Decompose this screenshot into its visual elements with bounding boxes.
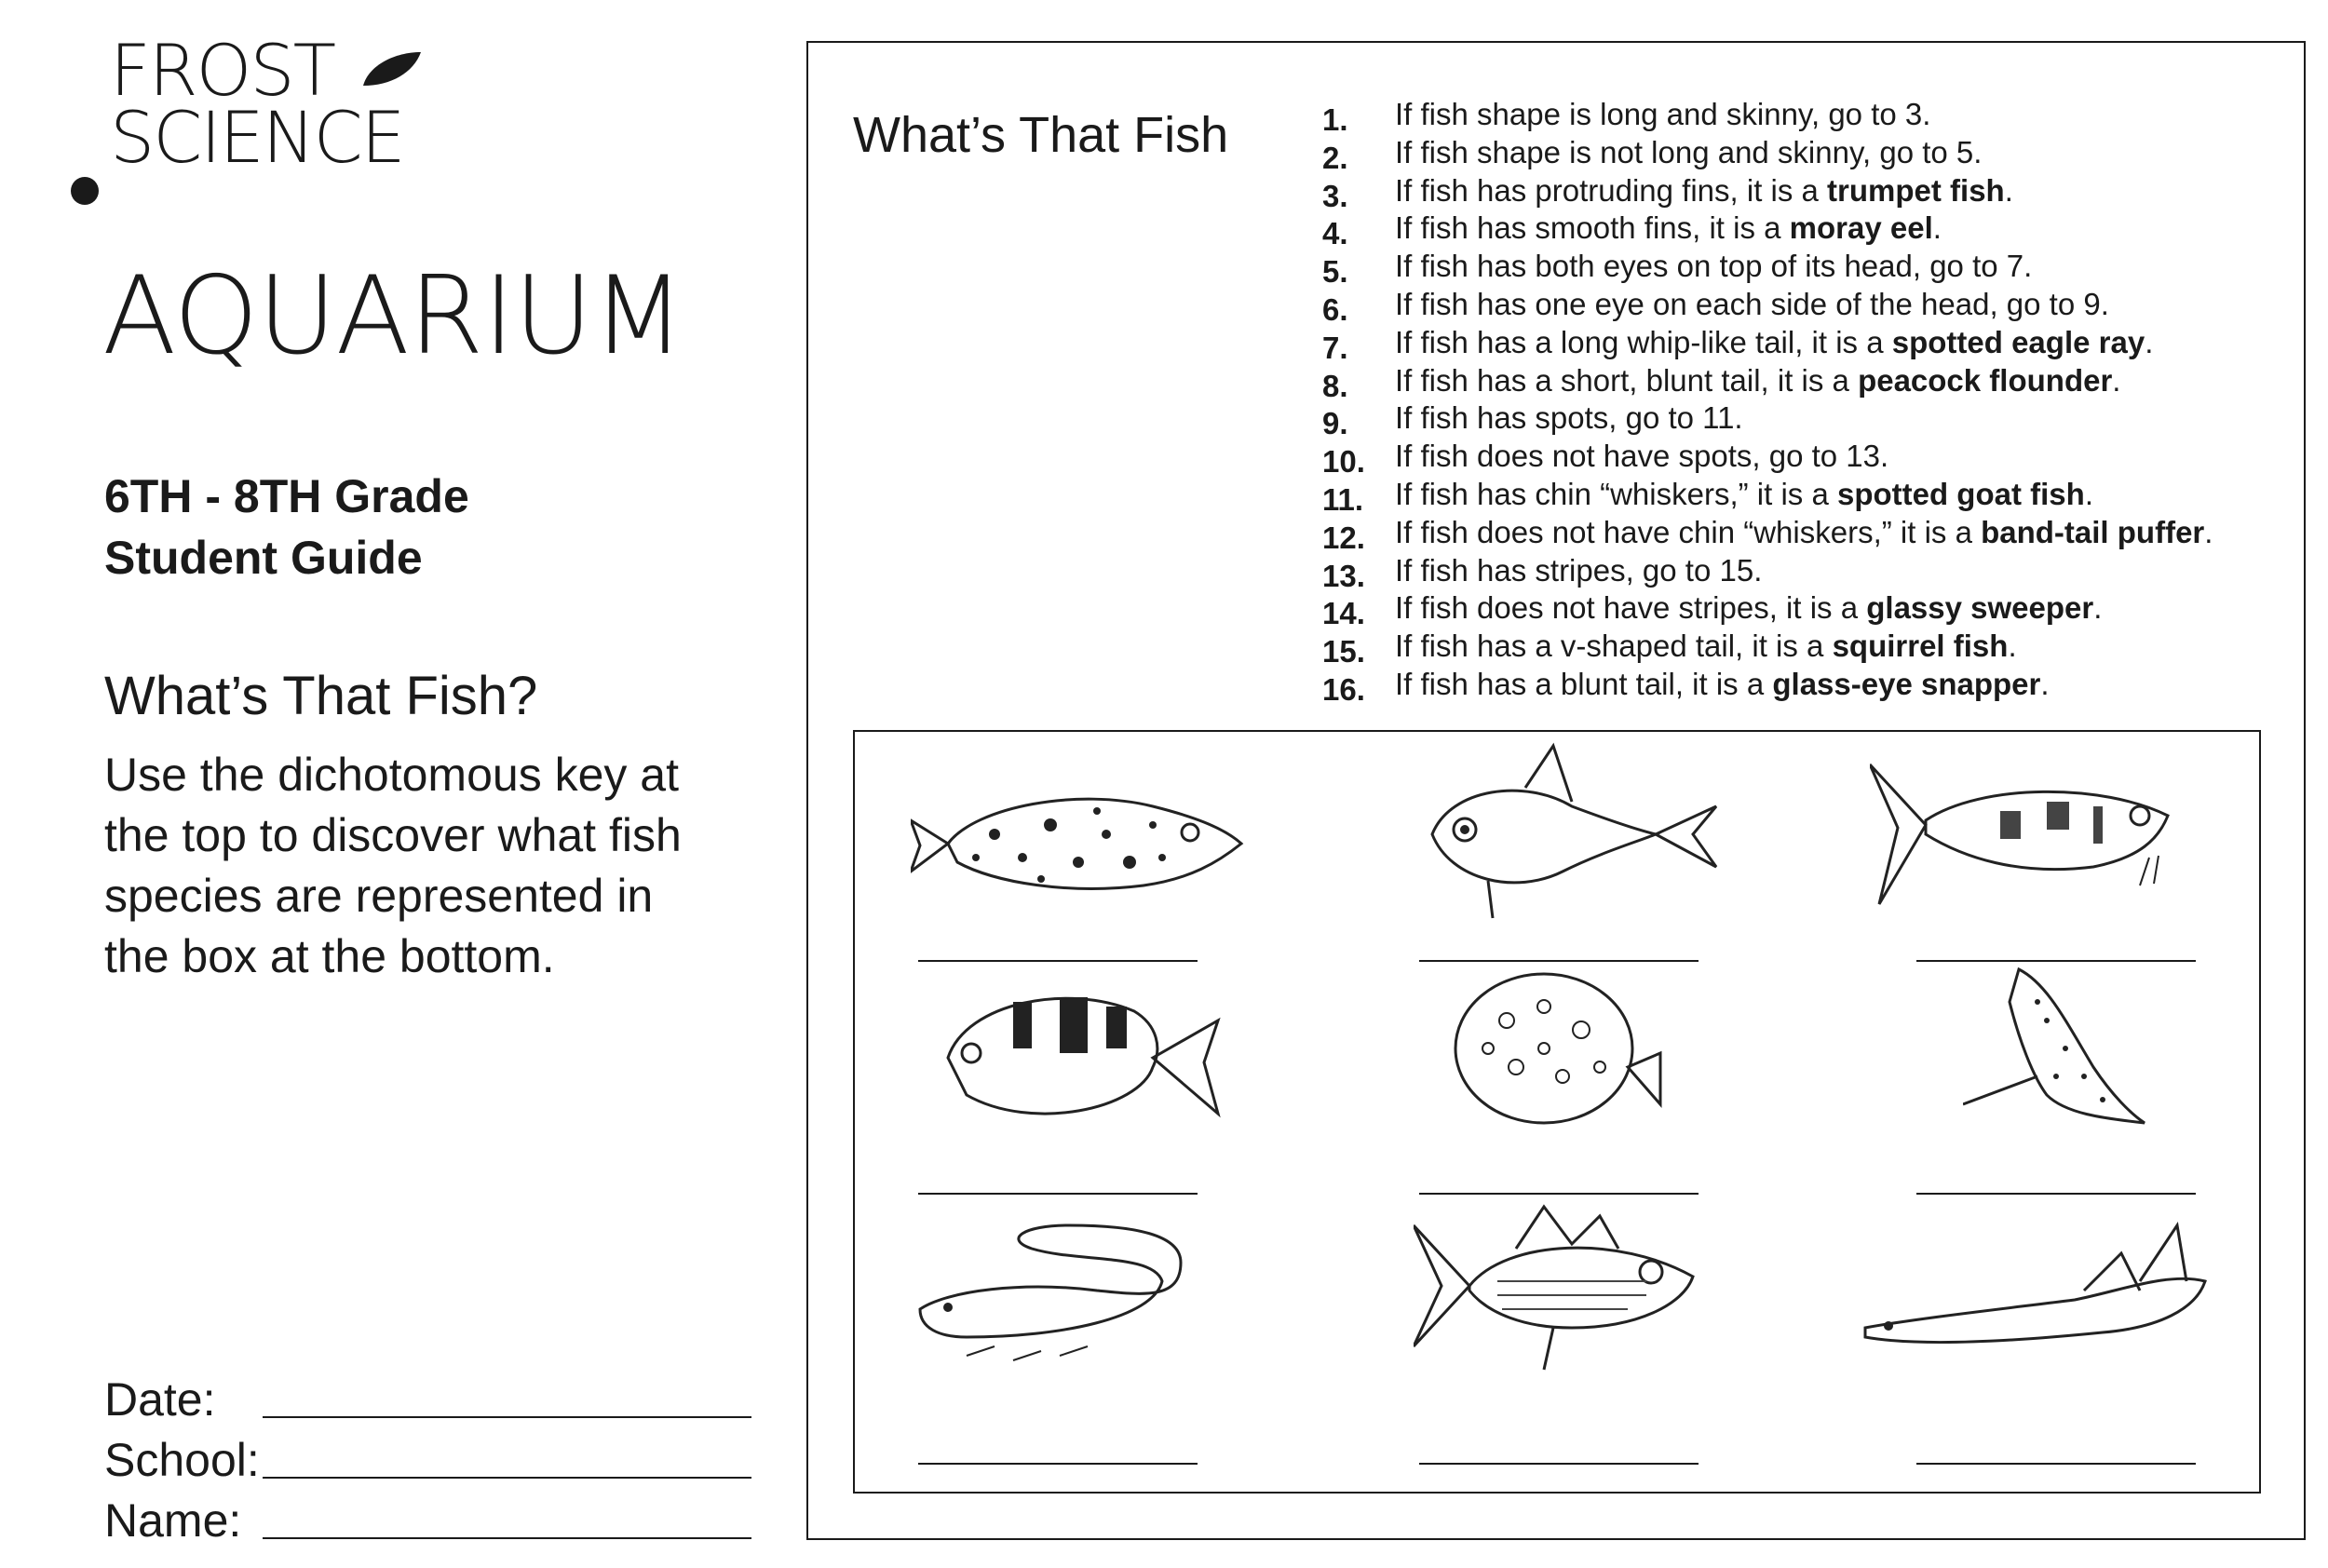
fish-illustration-moray-eel (911, 1207, 1190, 1374)
answer-blank[interactable] (918, 960, 1198, 962)
key-item-end: . (2112, 362, 2121, 398)
fish-illustration-trumpet-fish (1861, 1216, 2140, 1365)
key-item-species: squirrel fish (1832, 629, 2009, 664)
answer-blank[interactable] (1916, 960, 2196, 962)
answer-blank[interactable] (1419, 1463, 1699, 1465)
activity-instructions: Use the dichotomous key at the top to discover what fish species are represented in the box at the bottom. (104, 749, 682, 982)
key-item-text (1395, 363, 2120, 399)
key-item-clause: If fish has spots, go to 11. (1395, 400, 1743, 436)
flounder-icon (1451, 965, 1665, 1132)
key-item-number: 8. (1322, 368, 1348, 403)
key-item-clause: If fish has one eye on each side of the head, go to 9. (1395, 286, 2109, 321)
key-item-clause: If fish does not have spots, go to 13. (1395, 439, 1889, 474)
key-item-end: . (2093, 590, 2103, 626)
key-item-number: 13. (1322, 558, 1365, 593)
key-item-clause: If fish does not have stripes, it is a (1395, 590, 1867, 626)
key-item-clause: If fish has chin “whiskers,” it is a (1395, 476, 1837, 511)
key-item-number: 16. (1322, 671, 1365, 707)
key-item-species: trumpet fish (1827, 172, 2005, 208)
key-item-number: 14. (1322, 596, 1365, 631)
key-item-number: 7. (1322, 330, 1348, 365)
sweeper-fish-icon (1414, 741, 1721, 927)
key-item-end: . (2008, 629, 2017, 664)
date-blank[interactable] (263, 1416, 751, 1418)
fish-illustration-spotted-goat-fish (1870, 746, 2149, 913)
grade-label (104, 466, 469, 588)
key-item-end: . (2145, 324, 2154, 359)
fish-illustration-box (853, 730, 2261, 1494)
key-item-species: peacock flounder (1858, 362, 2113, 398)
key-item-text (1395, 135, 1982, 170)
fish-illustration-eagle-ray (1963, 965, 2242, 1132)
key-item-number: 1. (1322, 102, 1348, 137)
key-item-end: . (2040, 666, 2050, 701)
key-item-clause: If fish has both eyes on top of its head, go to 7. (1395, 249, 2033, 284)
key-item-number: 3. (1322, 178, 1348, 213)
key-item-species: band-tail puffer (1981, 514, 2205, 549)
key-item-number: 11. (1322, 481, 1364, 517)
frost-science-logo (65, 29, 456, 214)
key-item (1322, 439, 2291, 480)
school-label: School: (104, 1434, 260, 1486)
key-item-end: . (2084, 476, 2093, 511)
key-item-clause: If fish has smooth fins, it is a (1395, 210, 1790, 246)
key-item-text (1395, 667, 2050, 702)
eagle-ray-icon (1963, 965, 2159, 1132)
key-item-clause: If fish shape is not long and skinny, go to 5. (1395, 134, 1983, 169)
key-item-text (1395, 249, 2032, 284)
answer-blank[interactable] (1419, 1193, 1699, 1195)
banded-fish-icon (929, 974, 1227, 1142)
key-item-number: 12. (1322, 520, 1365, 555)
key-item (1322, 249, 2291, 290)
fish-illustration-flounder (1451, 965, 1730, 1132)
logo-line-frost: FROST (110, 29, 335, 112)
date-row (104, 1369, 663, 1429)
worksheet-panel (806, 41, 2306, 1540)
key-item-species: glass-eye snapper (1772, 666, 2041, 701)
key-item (1322, 590, 2291, 629)
name-blank[interactable] (263, 1537, 751, 1539)
key-item-clause: If fish shape is long and skinny, go to 3. (1395, 97, 1931, 131)
trumpet-fish-icon (1861, 1216, 2214, 1365)
key-item-clause: If fish has a long whip-like tail, it is a (1395, 324, 1892, 359)
answer-blank[interactable] (1419, 960, 1699, 962)
key-item (1322, 515, 2291, 553)
key-item-number: 2. (1322, 140, 1348, 175)
key-item-clause: If fish has a v-shaped tail, it is a (1395, 629, 1833, 664)
key-item-number: 5. (1322, 254, 1348, 290)
logo-line-science: SCIENCE (110, 96, 404, 179)
leaf-icon (359, 48, 425, 89)
dichotomous-key (1322, 97, 2291, 705)
logo-dot-icon (71, 177, 99, 205)
fish-illustration-banded-reef-fish (929, 974, 1209, 1142)
key-item (1322, 173, 2291, 211)
key-item (1322, 287, 2291, 325)
key-item-text (1395, 477, 2093, 512)
fish-illustration-squirrel-fish (1414, 1197, 1693, 1374)
key-item-clause: If fish has protruding fins, it is a (1395, 172, 1828, 208)
grade-line: 6TH - 8TH Grade (104, 470, 469, 522)
key-item (1322, 210, 2291, 249)
key-item-number: 15. (1322, 634, 1365, 669)
puffer-fish-icon (911, 769, 1246, 909)
key-item (1322, 629, 2291, 667)
answer-blank[interactable] (1916, 1463, 2196, 1465)
date-label: Date: (104, 1373, 216, 1426)
key-item (1322, 553, 2291, 591)
answer-blank[interactable] (918, 1193, 1198, 1195)
key-item-text (1395, 325, 2153, 360)
key-item (1322, 325, 2291, 363)
key-item (1322, 477, 2291, 515)
key-item (1322, 400, 2291, 439)
squirrel-fish-icon (1414, 1197, 1712, 1374)
answer-blank[interactable] (918, 1463, 1198, 1465)
fish-illustration-glassy-sweeper (1414, 741, 1693, 927)
key-item-clause: If fish does not have chin “whiskers,” it is a (1395, 514, 1982, 549)
guide-line: Student Guide (104, 532, 423, 584)
key-item (1322, 667, 2291, 705)
key-item-clause: If fish has a short, blunt tail, it is a (1395, 362, 1859, 398)
key-item-text (1395, 553, 1762, 588)
key-item-number: 4. (1322, 216, 1348, 251)
activity-title: What’s That Fish? (104, 666, 538, 726)
answer-blank[interactable] (1916, 1193, 2196, 1195)
name-row (104, 1490, 663, 1550)
goat-fish-icon (1870, 746, 2186, 913)
key-item-text (1395, 590, 2102, 626)
key-item (1322, 97, 2291, 135)
key-item-end: . (1932, 210, 1942, 246)
name-label: Name: (104, 1494, 242, 1547)
key-item-number: 10. (1322, 444, 1365, 480)
fish-illustration-spotted-puffer (911, 769, 1190, 909)
key-item-text (1395, 173, 2013, 209)
key-item-species: spotted eagle ray (1891, 324, 2145, 359)
key-item-species: moray eel (1789, 210, 1933, 246)
key-item-text (1395, 97, 1930, 132)
key-item-text (1395, 210, 1942, 246)
key-item-number: 9. (1322, 406, 1348, 441)
key-item (1322, 363, 2291, 401)
key-item-end: . (2204, 514, 2213, 549)
key-item-text (1395, 439, 1888, 474)
key-item-text (1395, 629, 2017, 664)
key-item-clause: If fish has stripes, go to 15. (1395, 552, 1763, 588)
school-blank[interactable] (263, 1477, 751, 1479)
key-item-species: spotted goat fish (1836, 476, 2085, 511)
key-item-text (1395, 400, 1743, 436)
school-row (104, 1429, 663, 1490)
page-heading: AQUARIUM (102, 253, 684, 379)
key-item (1322, 135, 2291, 173)
key-item-end: . (2004, 172, 2013, 208)
key-title: What’s That Fish (853, 107, 1229, 163)
key-item-number: 6. (1322, 291, 1348, 327)
moray-eel-icon (911, 1207, 1209, 1374)
key-item-clause: If fish has a blunt tail, it is a (1395, 666, 1773, 701)
student-info-form (104, 1369, 663, 1550)
key-item-text (1395, 287, 2109, 322)
key-item-text (1395, 515, 2213, 550)
key-item-species: glassy sweeper (1866, 590, 2094, 626)
